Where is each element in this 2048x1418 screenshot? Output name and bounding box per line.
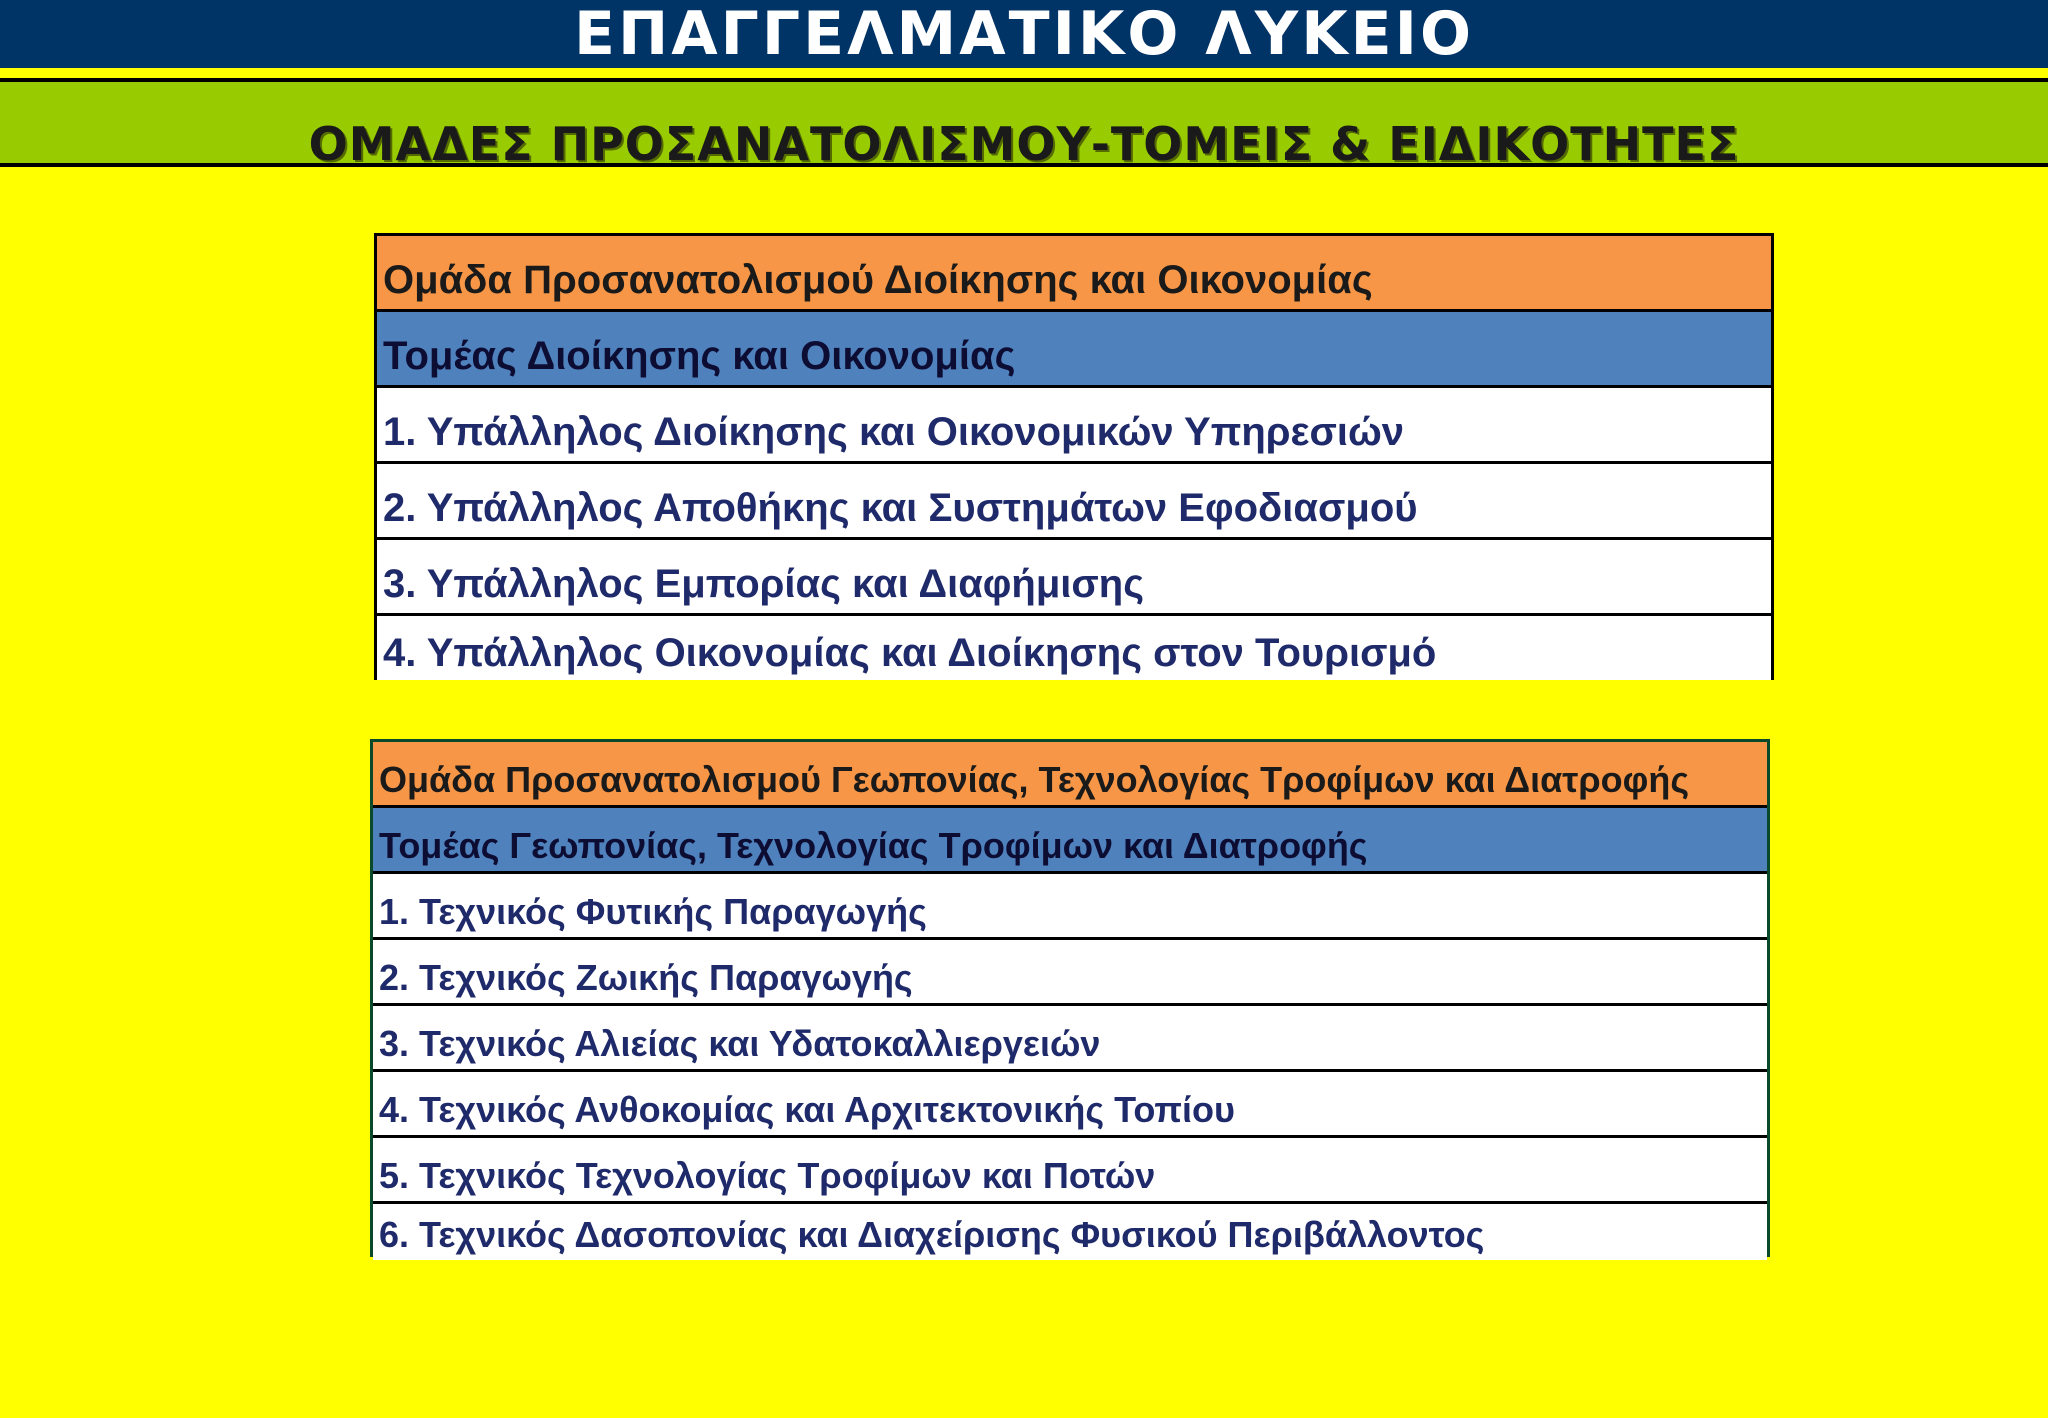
group-header: Ομάδα Προσανατολισμού Διοίκησης και Οικονομίας bbox=[377, 236, 1771, 312]
specialty-row: 2. Τεχνικός Ζωικής Παραγωγής bbox=[373, 940, 1767, 1006]
specialty-row: 6. Τεχνικός Δασοπονίας και Διαχείρισης Φυσικού Περιβάλλοντος bbox=[373, 1204, 1767, 1260]
sector-header: Τομέας Γεωπονίας, Τεχνολογίας Τροφίμων και Διατροφής bbox=[373, 808, 1767, 874]
sector-header: Τομέας Διοίκησης και Οικονομίας bbox=[377, 312, 1771, 388]
page-title: ΕΠΑΓΓΕΛΜΑΤΙΚΟ ΛΥΚΕΙΟ bbox=[0, 0, 2048, 71]
subtitle-banner bbox=[0, 78, 2048, 171]
specialty-row: 1. Υπάλληλος Διοίκησης και Οικονομικών Υπηρεσιών bbox=[377, 388, 1771, 464]
specialty-row: 3. Υπάλληλος Εμπορίας και Διαφήμισης bbox=[377, 540, 1771, 616]
page-subtitle: ΟΜΑΔΕΣ ΠΡΟΣΑΝΑΤΟΛΙΣΜΟΥ-ΤΟΜΕΙΣ & ΕΙΔΙΚΟΤΗΤΕΣ bbox=[308, 117, 1740, 171]
orientation-group-table-administration bbox=[374, 233, 1774, 680]
specialty-row: 3. Τεχνικός Αλιείας και Υδατοκαλλιεργειών bbox=[373, 1006, 1767, 1072]
orientation-group-table-agronomy bbox=[370, 739, 1770, 1257]
specialty-row: 1. Τεχνικός Φυτικής Παραγωγής bbox=[373, 874, 1767, 940]
group-header: Ομάδα Προσανατολισμού Γεωπονίας, Τεχνολογίας Τροφίμων και Διατροφής bbox=[373, 742, 1767, 808]
specialty-row: 4. Υπάλληλος Οικονομίας και Διοίκησης στον Τουρισμό bbox=[377, 616, 1771, 680]
specialty-row: 5. Τεχνικός Τεχνολογίας Τροφίμων και Ποτών bbox=[373, 1138, 1767, 1204]
specialty-row: 2. Υπάλληλος Αποθήκης και Συστημάτων Εφοδιασμού bbox=[377, 464, 1771, 540]
specialty-row: 4. Τεχνικός Ανθοκομίας και Αρχιτεκτονικής Τοπίου bbox=[373, 1072, 1767, 1138]
